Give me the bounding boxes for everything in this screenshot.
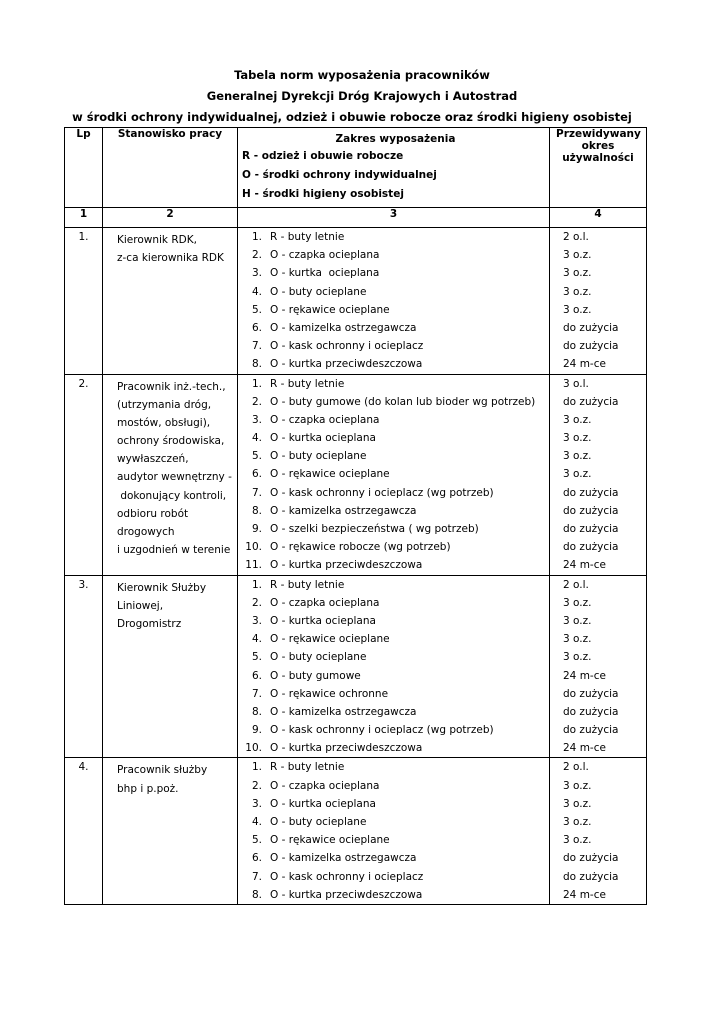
row-items <box>238 758 550 905</box>
item-okres: do zużycia <box>563 340 619 353</box>
item-text: O - buty ocieplane <box>270 651 367 664</box>
list-item <box>238 721 549 739</box>
item-text: R - buty letnie <box>270 231 345 243</box>
header-okres: Przewidywany okres używalności <box>550 128 647 208</box>
item-number: 3. <box>251 413 262 426</box>
item-text: O - rękawice ocieplane <box>270 834 390 847</box>
item-text: O - czapka ocieplana <box>270 779 380 792</box>
item-number: 8. <box>251 358 262 371</box>
item-number: 4. <box>251 633 262 646</box>
row-stanowisko <box>103 374 238 575</box>
item-text: O - kurtka przeciwdeszczowa <box>270 888 423 901</box>
list-item <box>238 777 549 795</box>
item-okres: 3 o.z. <box>563 797 592 810</box>
item-text: O - rękawice ocieplane <box>270 303 390 316</box>
list-item <box>238 283 549 301</box>
title-line-2: Generalnej Dyrekcji Dróg Krajowych i Autostrad <box>206 89 518 103</box>
item-text: O - czapka ocieplana <box>270 596 380 609</box>
row-okres <box>550 575 647 758</box>
stanowisko-line: Drogomistrz <box>117 617 182 630</box>
item-okres: 2 o.l. <box>563 578 589 591</box>
document-title <box>0 65 724 128</box>
item-okres: 24 m-ce <box>563 559 606 572</box>
row-items <box>238 575 550 758</box>
item-number: 8. <box>251 888 262 901</box>
item-okres: do zużycia <box>563 541 619 554</box>
list-item <box>238 667 549 685</box>
item-okres: 2 o.l. <box>563 761 589 774</box>
header-zakres-h: H - środki higieny osobistej <box>242 188 404 200</box>
item-text: O - kamizelka ostrzegawcza <box>270 321 417 334</box>
item-okres: do zużycia <box>563 504 619 517</box>
row-items <box>238 374 550 575</box>
item-number: 5. <box>251 303 262 316</box>
table-row <box>65 575 647 758</box>
list-item <box>238 612 549 630</box>
list-item <box>238 520 549 538</box>
stanowisko-line: bhp i p.poż. <box>117 782 179 795</box>
item-okres: 3 o.z. <box>563 285 592 298</box>
stanowisko-line: ochrony środowiska, <box>117 435 225 448</box>
item-okres: 3 o.z. <box>563 413 592 426</box>
item-text: O - szelki bezpieczeństwa ( wg potrzeb) <box>270 523 479 535</box>
table-row <box>65 228 647 375</box>
item-text: O - rękawice ocieplane <box>270 633 390 646</box>
list-item <box>238 246 549 264</box>
stanowisko-line: audytor wewnętrzny - <box>117 471 232 484</box>
list-item <box>238 465 549 483</box>
item-okres: 2 o.l. <box>563 231 589 243</box>
item-text: O - buty gumowe (do kolan lub bioder wg potrzeb) <box>270 395 536 408</box>
item-okres: do zużycia <box>563 523 619 535</box>
table-row <box>65 758 647 905</box>
item-okres: do zużycia <box>563 486 619 499</box>
row-lp: 3. <box>65 575 103 758</box>
header-stanowisko: Stanowisko pracy <box>103 128 238 208</box>
list-item <box>238 849 549 867</box>
list-item <box>238 301 549 319</box>
row-stanowisko <box>103 758 238 905</box>
item-text: O - czapka ocieplana <box>270 249 380 262</box>
item-okres: 3 o.z. <box>563 816 592 828</box>
item-number: 1. <box>251 761 262 774</box>
item-okres: do zużycia <box>563 852 619 865</box>
item-text: O - kask ochronny i ocieplacz <box>270 340 424 353</box>
item-okres: 3 o.z. <box>563 651 592 664</box>
item-okres: do zużycia <box>563 705 619 718</box>
list-item <box>238 795 549 813</box>
list-item <box>238 813 549 831</box>
row-lp: 2. <box>65 374 103 575</box>
list-item <box>238 703 549 721</box>
row-lp: 4. <box>65 758 103 905</box>
list-item <box>238 502 549 520</box>
list-item <box>238 355 549 373</box>
item-number: 2. <box>251 596 262 609</box>
item-okres: 3 o.z. <box>563 468 592 481</box>
list-item <box>238 228 549 246</box>
stanowisko-line: (utrzymania dróg, <box>117 398 212 411</box>
item-text: R - buty letnie <box>270 761 345 774</box>
list-item <box>238 868 549 886</box>
header-zakres <box>238 128 550 208</box>
list-item <box>238 594 549 612</box>
item-text: O - rękawice ocieplane <box>270 468 390 481</box>
list-item <box>238 429 549 447</box>
item-okres: 3 o.z. <box>563 432 592 445</box>
item-number: 2. <box>251 395 262 408</box>
list-item <box>238 648 549 666</box>
item-text: O - kurtka ocieplana <box>270 797 376 810</box>
item-text: O - kurtka ocieplana <box>270 267 380 280</box>
list-item <box>238 556 549 574</box>
item-okres: do zużycia <box>563 395 619 408</box>
stanowisko-line: Kierownik Służby <box>117 581 207 594</box>
item-okres: 24 m-ce <box>563 888 606 901</box>
list-item <box>238 886 549 904</box>
table-row <box>65 374 647 575</box>
item-number: 9. <box>251 523 262 535</box>
item-number: 2. <box>251 249 262 262</box>
item-number: 1. <box>251 578 262 591</box>
row-lp: 1. <box>65 228 103 375</box>
stanowisko-line: drogowych <box>117 526 175 538</box>
item-text: O - kurtka ocieplana <box>270 614 376 627</box>
stanowisko-line: Pracownik służby <box>117 764 208 777</box>
item-number: 6. <box>251 669 262 682</box>
item-text: O - kask ochronny i ocieplacz (wg potrzeb) <box>270 724 494 737</box>
item-number: 6. <box>251 468 262 481</box>
item-number: 8. <box>251 504 262 517</box>
norms-table <box>64 127 647 905</box>
item-okres: 24 m-ce <box>563 358 606 371</box>
stanowisko-line: dokonujący kontroli, <box>117 489 227 502</box>
item-number: 4. <box>251 816 262 828</box>
list-item <box>238 739 549 757</box>
item-okres: do zużycia <box>563 321 619 334</box>
item-text: O - kurtka przeciwdeszczowa <box>270 358 423 371</box>
row-okres <box>550 758 647 905</box>
row-okres <box>550 228 647 375</box>
list-item <box>238 264 549 282</box>
item-number: 6. <box>251 321 262 334</box>
item-number: 7. <box>251 870 262 883</box>
list-item <box>238 375 549 393</box>
item-number: 3. <box>251 797 262 810</box>
item-number: 5. <box>251 834 262 847</box>
item-number: 4. <box>251 285 262 298</box>
row-items <box>238 228 550 375</box>
title-line-1: Tabela norm wyposażenia pracowników <box>234 68 490 82</box>
item-number: 3. <box>251 267 262 280</box>
item-okres: 3 o.z. <box>563 450 592 463</box>
item-text: O - buty gumowe <box>270 669 361 682</box>
stanowisko-line: odbioru robót <box>117 507 189 520</box>
header-zakres-title: Zakres wyposażenia <box>335 133 456 145</box>
item-number: 1. <box>251 231 262 243</box>
item-text: R - buty letnie <box>270 377 345 390</box>
item-okres: 3 o.z. <box>563 614 592 627</box>
item-number: 7. <box>251 687 262 700</box>
item-number: 5. <box>251 450 262 463</box>
col-number-2: 2 <box>103 208 238 228</box>
item-text: O - buty ocieplane <box>270 450 367 463</box>
stanowisko-line: Kierownik RDK, <box>117 234 197 246</box>
item-okres: do zużycia <box>563 687 619 700</box>
stanowisko-line: Liniowej, <box>117 599 164 612</box>
stanowisko-line: wywłaszczeń, <box>117 453 189 466</box>
item-okres: 3 o.z. <box>563 596 592 609</box>
item-number: 6. <box>251 852 262 865</box>
item-okres: 3 o.l. <box>563 377 589 390</box>
item-text: O - kurtka ocieplana <box>270 432 376 445</box>
item-text: O - kamizelka ostrzegawcza <box>270 705 417 718</box>
item-okres: 24 m-ce <box>563 669 606 682</box>
column-number-row <box>65 208 647 228</box>
item-text: O - kurtka przeciwdeszczowa <box>270 559 423 572</box>
item-okres: 3 o.z. <box>563 779 592 792</box>
item-okres: 3 o.z. <box>563 249 592 262</box>
item-number: 10. <box>245 742 262 755</box>
header-row <box>65 128 647 208</box>
item-okres: do zużycia <box>563 724 619 737</box>
item-number: 1. <box>251 377 262 390</box>
row-stanowisko <box>103 228 238 375</box>
item-text: O - kask ochronny i ocieplacz <box>270 870 424 883</box>
item-number: 9. <box>251 724 262 737</box>
col-number-4: 4 <box>550 208 647 228</box>
item-number: 4. <box>251 432 262 445</box>
col-number-1: 1 <box>65 208 103 228</box>
item-number: 7. <box>251 340 262 353</box>
header-zakres-r: R - odzież i obuwie robocze <box>242 150 404 162</box>
item-text: O - kamizelka ostrzegawcza <box>270 852 417 865</box>
item-number: 10. <box>245 541 262 554</box>
list-item <box>238 538 549 556</box>
item-number: 5. <box>251 651 262 664</box>
item-text: O - rękawice ochronne <box>270 687 389 700</box>
col-number-3: 3 <box>238 208 550 228</box>
item-okres: 3 o.z. <box>563 834 592 847</box>
item-number: 2. <box>251 779 262 792</box>
list-item <box>238 411 549 429</box>
header-lp: Lp <box>65 128 103 208</box>
item-number: 11. <box>245 559 262 572</box>
item-okres: 3 o.z. <box>563 303 592 316</box>
list-item <box>238 393 549 411</box>
item-text: O - kurtka przeciwdeszczowa <box>270 742 423 755</box>
item-number: 8. <box>251 705 262 718</box>
item-text: O - kamizelka ostrzegawcza <box>270 504 417 517</box>
item-text: O - kask ochronny i ocieplacz (wg potrzeb) <box>270 486 494 499</box>
item-okres: 3 o.z. <box>563 267 592 280</box>
item-text: O - buty ocieplane <box>270 816 367 828</box>
list-item <box>238 447 549 465</box>
item-number: 3. <box>251 614 262 627</box>
item-okres: 3 o.z. <box>563 633 592 646</box>
item-okres: do zużycia <box>563 870 619 883</box>
row-okres <box>550 374 647 575</box>
stanowisko-line: mostów, obsługi), <box>117 416 211 429</box>
header-zakres-o: O - środki ochrony indywidualnej <box>242 169 437 181</box>
item-text: O - buty ocieplane <box>270 285 367 298</box>
item-text: O - czapka ocieplana <box>270 413 380 426</box>
item-text: O - rękawice robocze (wg potrzeb) <box>270 541 451 554</box>
item-text: R - buty letnie <box>270 578 345 591</box>
list-item <box>238 576 549 594</box>
title-line-3: w środki ochrony indywidualnej, odzież i obuwie robocze oraz środki higieny osobistej <box>72 110 632 124</box>
list-item <box>238 685 549 703</box>
list-item <box>238 831 549 849</box>
stanowisko-line: Pracownik inż.-tech., <box>117 380 226 393</box>
item-number: 7. <box>251 486 262 499</box>
list-item <box>238 484 549 502</box>
list-item <box>238 630 549 648</box>
stanowisko-line: i uzgodnień w terenie <box>117 544 231 557</box>
list-item <box>238 319 549 337</box>
item-okres: 24 m-ce <box>563 742 606 755</box>
list-item <box>238 337 549 355</box>
stanowisko-line: z-ca kierownika RDK <box>117 252 224 265</box>
list-item <box>238 758 549 776</box>
row-stanowisko <box>103 575 238 758</box>
